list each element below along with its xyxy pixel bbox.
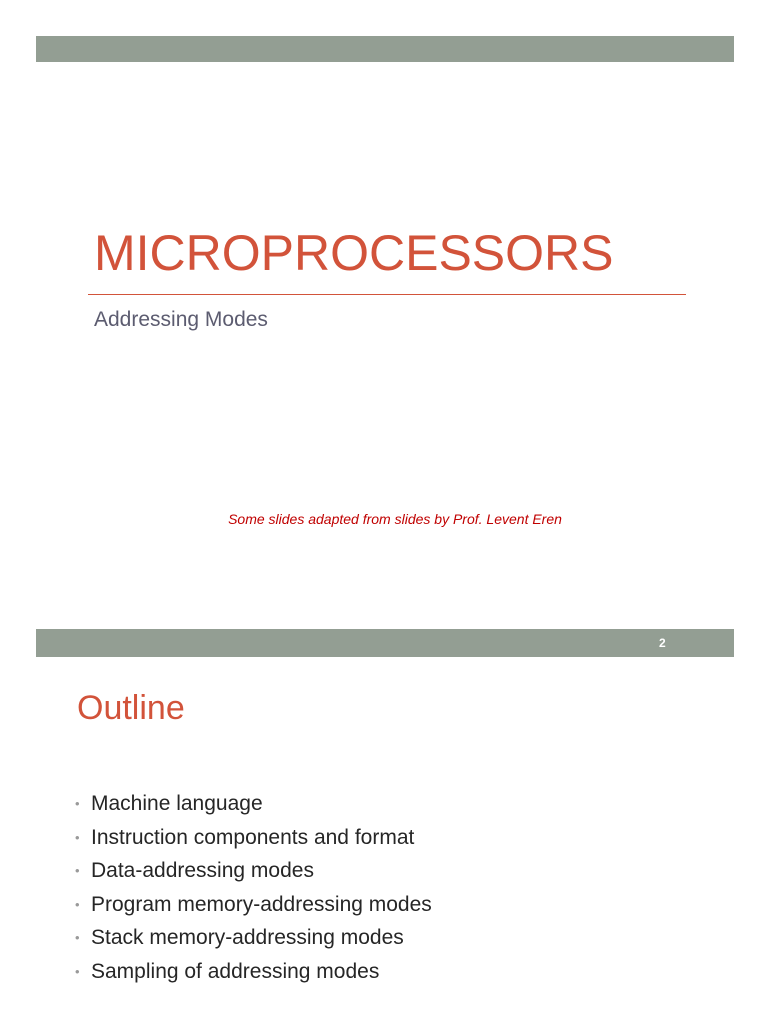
title-divider (88, 294, 686, 295)
list-item (75, 955, 432, 989)
header-band (36, 36, 734, 62)
list-item-text: Machine language (91, 792, 263, 815)
slide-number: 2 (659, 636, 666, 650)
bullet-icon: • (75, 796, 80, 811)
outline-title: Outline (77, 689, 185, 727)
list-item (75, 854, 432, 888)
list-item (75, 888, 432, 922)
list-item-text: Program memory-addressing modes (91, 892, 432, 916)
slide-title: MICROPROCESSORS (94, 225, 614, 281)
bullet-icon: • (75, 863, 80, 878)
list-item (75, 921, 432, 955)
bullet-icon: • (75, 829, 80, 845)
slide-subtitle: Addressing Modes (94, 308, 268, 331)
list-item (75, 821, 432, 855)
bullet-icon: • (75, 896, 80, 912)
list-item-text: Sampling of addressing modes (91, 959, 380, 983)
list-item (75, 787, 432, 821)
list-item-text: Stack memory-addressing modes (91, 926, 404, 949)
bullet-icon: • (75, 963, 80, 979)
list-item-text: Data-addressing modes (91, 859, 314, 882)
header-band (36, 629, 734, 657)
outline-list (75, 787, 432, 988)
credit-note: Some slides adapted from slides by Prof. Levent Eren (228, 511, 562, 527)
bullet-icon: • (75, 930, 80, 945)
list-item-text: Instruction components and format (91, 825, 415, 849)
outline-slide (0, 628, 768, 1024)
